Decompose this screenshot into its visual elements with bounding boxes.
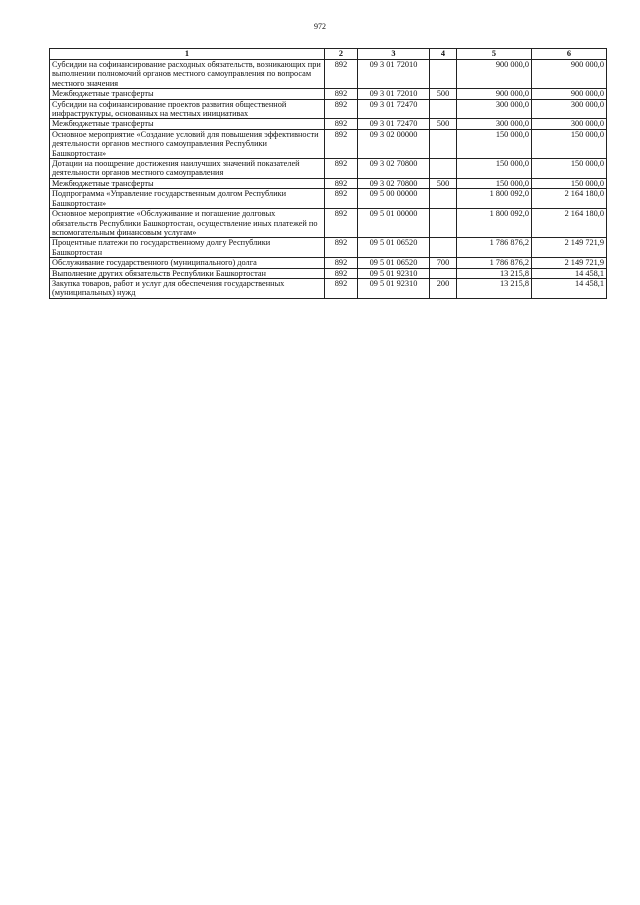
row-csr-cell: 09 5 01 06520	[358, 238, 430, 258]
row-vr-cell	[430, 159, 457, 179]
table-row	[50, 209, 607, 238]
row-year1-cell: 13 215,8	[457, 268, 532, 278]
header-col-5: 5	[457, 49, 532, 60]
row-ved-cell: 892	[325, 129, 358, 158]
row-csr-cell: 09 3 02 00000	[358, 129, 430, 158]
row-year2-cell: 150 000,0	[532, 129, 607, 158]
header-col-2: 2	[325, 49, 358, 60]
row-ved-cell: 892	[325, 99, 358, 119]
row-year1-cell: 1 800 092,0	[457, 209, 532, 238]
table-row	[50, 258, 607, 268]
row-vr-cell: 500	[430, 119, 457, 129]
row-csr-cell: 09 3 02 70800	[358, 178, 430, 188]
table-row	[50, 189, 607, 209]
row-vr-cell: 200	[430, 278, 457, 298]
row-year2-cell: 900 000,0	[532, 60, 607, 89]
row-ved-cell: 892	[325, 189, 358, 209]
row-name-cell: Подпрограмма «Управление государственным долгом Республики Башкортостан»	[50, 189, 325, 209]
table-row	[50, 119, 607, 129]
row-vr-cell	[430, 60, 457, 89]
row-vr-cell	[430, 99, 457, 119]
row-year1-cell: 900 000,0	[457, 89, 532, 99]
row-ved-cell: 892	[325, 238, 358, 258]
header-col-1: 1	[50, 49, 325, 60]
row-name-cell: Процентные платежи по государственному долгу Республики Башкортостан	[50, 238, 325, 258]
table-row	[50, 60, 607, 89]
header-col-4: 4	[430, 49, 457, 60]
row-csr-cell: 09 3 01 72470	[358, 99, 430, 119]
row-vr-cell: 700	[430, 258, 457, 268]
table-row	[50, 238, 607, 258]
row-name-cell: Межбюджетные трансферты	[50, 178, 325, 188]
row-year2-cell: 14 458,1	[532, 268, 607, 278]
page-number: 972	[314, 22, 326, 31]
row-csr-cell: 09 3 01 72010	[358, 89, 430, 99]
row-vr-cell	[430, 209, 457, 238]
row-ved-cell: 892	[325, 60, 358, 89]
row-vr-cell	[430, 238, 457, 258]
row-year2-cell: 14 458,1	[532, 278, 607, 298]
table-row	[50, 159, 607, 179]
row-year2-cell: 150 000,0	[532, 178, 607, 188]
row-year2-cell: 150 000,0	[532, 159, 607, 179]
row-csr-cell: 09 5 01 92310	[358, 268, 430, 278]
row-vr-cell: 500	[430, 89, 457, 99]
table-row	[50, 89, 607, 99]
table-row	[50, 278, 607, 298]
row-name-cell: Субсидии на софинансирование проектов развития общественной инфраструктуры, основанных на местных инициативах	[50, 99, 325, 119]
row-year1-cell: 13 215,8	[457, 278, 532, 298]
row-name-cell: Межбюджетные трансферты	[50, 119, 325, 129]
row-name-cell: Основное мероприятие «Создание условий для повышения эффективности деятельности органов местного самоуправления Республики Башкортостан»	[50, 129, 325, 158]
row-year2-cell: 900 000,0	[532, 89, 607, 99]
row-csr-cell: 09 3 02 70800	[358, 159, 430, 179]
row-ved-cell: 892	[325, 119, 358, 129]
row-ved-cell: 892	[325, 89, 358, 99]
row-year1-cell: 300 000,0	[457, 119, 532, 129]
row-ved-cell: 892	[325, 268, 358, 278]
row-name-cell: Обслуживание государственного (муниципального) долга	[50, 258, 325, 268]
row-year1-cell: 1 800 092,0	[457, 189, 532, 209]
table-row	[50, 268, 607, 278]
row-name-cell: Субсидии на софинансирование расходных обязательств, возникающих при выполнении полномочий органов местного самоуправления по вопросам местного значения	[50, 60, 325, 89]
row-ved-cell: 892	[325, 258, 358, 268]
row-csr-cell: 09 5 01 06520	[358, 258, 430, 268]
row-year1-cell: 1 786 876,2	[457, 258, 532, 268]
row-year1-cell: 150 000,0	[457, 129, 532, 158]
row-name-cell: Межбюджетные трансферты	[50, 89, 325, 99]
table-row	[50, 99, 607, 119]
header-col-6: 6	[532, 49, 607, 60]
row-name-cell: Основное мероприятие «Обслуживание и погашение долговых обязательств Республики Башкортостан, осуществление иных платежей по вспомогательным финансовым услугам»	[50, 209, 325, 238]
row-ved-cell: 892	[325, 159, 358, 179]
row-year1-cell: 150 000,0	[457, 178, 532, 188]
row-csr-cell: 09 5 00 00000	[358, 189, 430, 209]
row-year2-cell: 2 164 180,0	[532, 189, 607, 209]
row-year1-cell: 900 000,0	[457, 60, 532, 89]
budget-table	[49, 48, 607, 299]
row-ved-cell: 892	[325, 278, 358, 298]
table-body	[50, 60, 607, 299]
row-csr-cell: 09 3 01 72470	[358, 119, 430, 129]
row-year1-cell: 300 000,0	[457, 99, 532, 119]
table-row	[50, 129, 607, 158]
row-name-cell: Дотации на поощрение достижения наилучших значений показателей деятельности органов местного самоуправления	[50, 159, 325, 179]
row-name-cell: Закупка товаров, работ и услуг для обеспечения государственных (муниципальных) нужд	[50, 278, 325, 298]
row-year2-cell: 2 149 721,9	[532, 258, 607, 268]
row-year2-cell: 2 164 180,0	[532, 209, 607, 238]
row-vr-cell	[430, 189, 457, 209]
row-year1-cell: 1 786 876,2	[457, 238, 532, 258]
row-name-cell: Выполнение других обязательств Республики Башкортостан	[50, 268, 325, 278]
row-year1-cell: 150 000,0	[457, 159, 532, 179]
table-row	[50, 178, 607, 188]
row-year2-cell: 2 149 721,9	[532, 238, 607, 258]
header-col-3: 3	[358, 49, 430, 60]
row-ved-cell: 892	[325, 178, 358, 188]
row-vr-cell	[430, 268, 457, 278]
row-vr-cell: 500	[430, 178, 457, 188]
row-csr-cell: 09 5 01 00000	[358, 209, 430, 238]
row-ved-cell: 892	[325, 209, 358, 238]
row-year2-cell: 300 000,0	[532, 99, 607, 119]
table-header-row	[50, 49, 607, 60]
row-vr-cell	[430, 129, 457, 158]
row-year2-cell: 300 000,0	[532, 119, 607, 129]
row-csr-cell: 09 3 01 72010	[358, 60, 430, 89]
row-csr-cell: 09 5 01 92310	[358, 278, 430, 298]
